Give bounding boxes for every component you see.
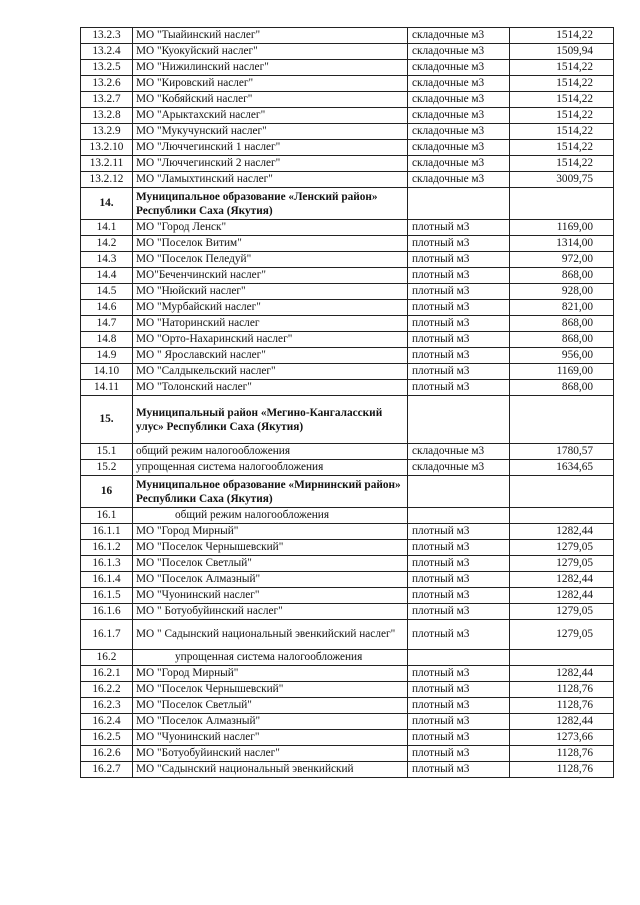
rate-value-cell: 868,00 [510, 268, 614, 284]
rate-value-cell: 1169,00 [510, 220, 614, 236]
table-row [81, 140, 614, 156]
municipality-name-cell: МО "Куокуйский наслег" [133, 44, 408, 60]
table-row [81, 348, 614, 364]
rate-value-cell: 1514,22 [510, 76, 614, 92]
unit-cell: складочные м3 [408, 44, 510, 60]
municipality-name-cell: МО "Наторинский наслег [133, 316, 408, 332]
rate-value-cell: 1128,76 [510, 762, 614, 778]
rate-value-cell [510, 508, 614, 524]
unit-cell [408, 476, 510, 508]
table-row [81, 172, 614, 188]
row-number-cell: 16.1.5 [81, 588, 133, 604]
municipality-name-cell: МО "Поселок Светлый" [133, 556, 408, 572]
municipality-name-cell: МО " Ярославский наслег" [133, 348, 408, 364]
rate-value-cell: 928,00 [510, 284, 614, 300]
unit-cell: складочные м3 [408, 172, 510, 188]
table-row [81, 524, 614, 540]
table-row [81, 124, 614, 140]
table-row [81, 682, 614, 698]
rate-value-cell: 821,00 [510, 300, 614, 316]
unit-cell: плотный м3 [408, 556, 510, 572]
section-header-row [81, 188, 614, 220]
row-number-cell: 14.9 [81, 348, 133, 364]
row-number-cell: 14.7 [81, 316, 133, 332]
rate-value-cell: 1514,22 [510, 28, 614, 44]
row-number-cell: 13.2.7 [81, 92, 133, 108]
unit-cell: складочные м3 [408, 108, 510, 124]
municipality-name-cell: МО "Поселок Чернышевский" [133, 682, 408, 698]
table-row [81, 620, 614, 650]
row-number-cell: 13.2.4 [81, 44, 133, 60]
unit-cell: складочные м3 [408, 444, 510, 460]
table-row [81, 60, 614, 76]
unit-cell: складочные м3 [408, 156, 510, 172]
municipality-name-cell: МО "Поселок Чернышевский" [133, 540, 408, 556]
unit-cell: плотный м3 [408, 332, 510, 348]
unit-cell: складочные м3 [408, 28, 510, 44]
rate-value-cell: 3009,75 [510, 172, 614, 188]
row-number-cell: 14.11 [81, 380, 133, 396]
section-header-row [81, 396, 614, 444]
municipality-name-cell: МО "Ламыхтинский наслег" [133, 172, 408, 188]
municipality-name-cell: МО "Кобяйский наслег" [133, 92, 408, 108]
rate-value-cell: 1279,05 [510, 604, 614, 620]
rate-value-cell: 1128,76 [510, 746, 614, 762]
unit-cell: плотный м3 [408, 380, 510, 396]
row-number-cell: 13.2.8 [81, 108, 133, 124]
unit-cell: плотный м3 [408, 348, 510, 364]
unit-cell: складочные м3 [408, 76, 510, 92]
unit-cell: плотный м3 [408, 236, 510, 252]
unit-cell: складочные м3 [408, 60, 510, 76]
rate-value-cell: 1279,05 [510, 540, 614, 556]
table-row [81, 268, 614, 284]
unit-cell: плотный м3 [408, 300, 510, 316]
table-row [81, 332, 614, 348]
row-number-cell: 16.1.7 [81, 620, 133, 650]
unit-cell: складочные м3 [408, 124, 510, 140]
rate-value-cell: 1279,05 [510, 556, 614, 572]
row-number-cell: 13.2.3 [81, 28, 133, 44]
unit-cell: плотный м3 [408, 540, 510, 556]
table-row [81, 730, 614, 746]
table-row [81, 666, 614, 682]
municipality-name-cell: МО "Орто-Нахаринский наслег" [133, 332, 408, 348]
rate-value-cell: 1509,94 [510, 44, 614, 60]
row-number-cell: 13.2.10 [81, 140, 133, 156]
row-number-cell: 16.2.7 [81, 762, 133, 778]
rate-value-cell: 972,00 [510, 252, 614, 268]
municipality-name-cell: МО"Беченчинский наслег" [133, 268, 408, 284]
municipality-name-cell: МО "Поселок Алмазный" [133, 714, 408, 730]
rate-value-cell: 868,00 [510, 332, 614, 348]
row-number-cell: 16 [81, 476, 133, 508]
municipality-name-cell: упрощенная система налогообложения [133, 460, 408, 476]
table-row [81, 156, 614, 172]
table-row [81, 76, 614, 92]
row-number-cell: 14.3 [81, 252, 133, 268]
rate-value-cell: 1273,66 [510, 730, 614, 746]
row-number-cell: 15. [81, 396, 133, 444]
rate-value-cell [510, 188, 614, 220]
table-row [81, 236, 614, 252]
rate-value-cell: 1634,65 [510, 460, 614, 476]
unit-cell: плотный м3 [408, 698, 510, 714]
unit-cell: плотный м3 [408, 714, 510, 730]
rate-value-cell: 1282,44 [510, 666, 614, 682]
row-number-cell: 14.2 [81, 236, 133, 252]
rate-value-cell: 1282,44 [510, 524, 614, 540]
table-row [81, 762, 614, 778]
table-row [81, 92, 614, 108]
unit-cell: плотный м3 [408, 220, 510, 236]
table-row [81, 714, 614, 730]
municipality-name-cell: МО "Нюйский наслег" [133, 284, 408, 300]
rate-value-cell: 1128,76 [510, 698, 614, 714]
row-number-cell: 16.2.1 [81, 666, 133, 682]
row-number-cell: 16.1 [81, 508, 133, 524]
table-row [81, 252, 614, 268]
municipality-name-cell: МО " Садынский национальный эвенкийский наслег" [133, 620, 408, 650]
row-number-cell: 15.1 [81, 444, 133, 460]
row-number-cell: 13.2.9 [81, 124, 133, 140]
rate-value-cell: 1169,00 [510, 364, 614, 380]
rate-value-cell: 1128,76 [510, 682, 614, 698]
rate-value-cell: 1514,22 [510, 60, 614, 76]
row-number-cell: 14.8 [81, 332, 133, 348]
municipality-name-cell: общий режим налогообложения [133, 444, 408, 460]
row-number-cell: 16.2.5 [81, 730, 133, 746]
table-row [81, 460, 614, 476]
tariff-table [80, 27, 614, 778]
unit-cell: плотный м3 [408, 252, 510, 268]
unit-cell: плотный м3 [408, 572, 510, 588]
table-row [81, 604, 614, 620]
municipality-name-cell: МО "Толонский наслег" [133, 380, 408, 396]
municipality-name-cell: МО "Поселок Алмазный" [133, 572, 408, 588]
municipality-name-cell: МО "Люччегинский 2 наслег" [133, 156, 408, 172]
row-number-cell: 14.6 [81, 300, 133, 316]
rate-value-cell: 1514,22 [510, 92, 614, 108]
municipality-name-cell: МО "Мурбайский наслег" [133, 300, 408, 316]
municipality-name-cell: МО "Тыайинский наслег" [133, 28, 408, 44]
unit-cell [408, 508, 510, 524]
table-row [81, 364, 614, 380]
unit-cell: плотный м3 [408, 620, 510, 650]
rate-value-cell: 1514,22 [510, 140, 614, 156]
table-row [81, 556, 614, 572]
row-number-cell: 16.1.3 [81, 556, 133, 572]
rate-value-cell: 1282,44 [510, 714, 614, 730]
table-row [81, 220, 614, 236]
municipality-name-cell: МО "Поселок Светлый" [133, 698, 408, 714]
rate-value-cell: 1514,22 [510, 108, 614, 124]
municipality-name-cell: МО "Чуонинский наслег" [133, 730, 408, 746]
municipality-name-cell: общий режим налогообложения [133, 508, 408, 524]
municipality-name-cell: упрощенная система налогообложения [133, 650, 408, 666]
municipality-name-cell: МО "Садынский национальный эвенкийский [133, 762, 408, 778]
table-row [81, 540, 614, 556]
row-number-cell: 16.2.3 [81, 698, 133, 714]
table-row [81, 284, 614, 300]
unit-cell: складочные м3 [408, 140, 510, 156]
table-row [81, 28, 614, 44]
row-number-cell: 14.1 [81, 220, 133, 236]
row-number-cell: 16.1.6 [81, 604, 133, 620]
row-number-cell: 14.10 [81, 364, 133, 380]
table-row [81, 444, 614, 460]
table-row [81, 44, 614, 60]
row-number-cell: 16.2.4 [81, 714, 133, 730]
municipality-name-cell: МО "Люччегинский 1 наслег" [133, 140, 408, 156]
row-number-cell: 14. [81, 188, 133, 220]
row-number-cell: 13.2.6 [81, 76, 133, 92]
table-row [81, 380, 614, 396]
unit-cell: складочные м3 [408, 460, 510, 476]
municipality-name-cell: МО "Нижилинский наслег" [133, 60, 408, 76]
row-number-cell: 13.2.5 [81, 60, 133, 76]
unit-cell: складочные м3 [408, 92, 510, 108]
table-row [81, 108, 614, 124]
unit-cell: плотный м3 [408, 316, 510, 332]
rate-value-cell: 1314,00 [510, 236, 614, 252]
municipality-name-cell: МО "Город Мирный" [133, 666, 408, 682]
row-number-cell: 16.1.2 [81, 540, 133, 556]
municipality-name-cell: МО "Мукучунский наслег" [133, 124, 408, 140]
unit-cell [408, 188, 510, 220]
municipality-name-cell: МО "Ботуобуйинский наслег" [133, 746, 408, 762]
unit-cell: плотный м3 [408, 730, 510, 746]
table-row [81, 300, 614, 316]
unit-cell: плотный м3 [408, 588, 510, 604]
tariff-table-body [81, 28, 614, 778]
rate-value-cell [510, 650, 614, 666]
rate-value-cell: 868,00 [510, 380, 614, 396]
unit-cell: плотный м3 [408, 524, 510, 540]
rate-value-cell: 1514,22 [510, 124, 614, 140]
row-number-cell: 15.2 [81, 460, 133, 476]
municipality-name-cell: МО "Город Мирный" [133, 524, 408, 540]
rate-value-cell: 956,00 [510, 348, 614, 364]
unit-cell: плотный м3 [408, 666, 510, 682]
row-number-cell: 13.2.11 [81, 156, 133, 172]
unit-cell: плотный м3 [408, 284, 510, 300]
municipality-name-cell: МО "Чуонинский наслег" [133, 588, 408, 604]
municipality-name-cell: Муниципальное образование «Ленский район» Республики Саха (Якутия) [133, 188, 408, 220]
municipality-name-cell: МО "Салдыкельский наслег" [133, 364, 408, 380]
unit-cell: плотный м3 [408, 746, 510, 762]
unit-cell: плотный м3 [408, 604, 510, 620]
row-number-cell: 16.2 [81, 650, 133, 666]
rate-value-cell: 1282,44 [510, 572, 614, 588]
rate-value-cell: 1514,22 [510, 156, 614, 172]
table-row [81, 572, 614, 588]
unit-cell [408, 650, 510, 666]
row-number-cell: 16.2.2 [81, 682, 133, 698]
row-number-cell: 16.2.6 [81, 746, 133, 762]
table-row [81, 588, 614, 604]
row-number-cell: 14.4 [81, 268, 133, 284]
row-number-cell: 16.1.4 [81, 572, 133, 588]
unit-cell: плотный м3 [408, 682, 510, 698]
table-row [81, 746, 614, 762]
rate-value-cell: 1279,05 [510, 620, 614, 650]
municipality-name-cell: МО "Поселок Витим" [133, 236, 408, 252]
municipality-name-cell: МО "Кировский наслег" [133, 76, 408, 92]
unit-cell [408, 396, 510, 444]
row-number-cell: 14.5 [81, 284, 133, 300]
municipality-name-cell: Муниципальное образование «Мирнинский район» Республики Саха (Якутия) [133, 476, 408, 508]
rate-value-cell [510, 476, 614, 508]
table-row [81, 698, 614, 714]
table-row [81, 316, 614, 332]
municipality-name-cell: МО " Ботуобуйинский наслег" [133, 604, 408, 620]
municipality-name-cell: МО "Арыктахский наслег" [133, 108, 408, 124]
row-number-cell: 16.1.1 [81, 524, 133, 540]
unit-cell: плотный м3 [408, 364, 510, 380]
rate-value-cell [510, 396, 614, 444]
rate-value-cell: 1282,44 [510, 588, 614, 604]
municipality-name-cell: МО "Город Ленск" [133, 220, 408, 236]
subsection-row [81, 508, 614, 524]
rate-value-cell: 1780,57 [510, 444, 614, 460]
subsection-row [81, 650, 614, 666]
rate-value-cell: 868,00 [510, 316, 614, 332]
section-header-row [81, 476, 614, 508]
municipality-name-cell: МО "Поселок Пеледуй" [133, 252, 408, 268]
unit-cell: плотный м3 [408, 762, 510, 778]
municipality-name-cell: Муниципальный район «Мегино-Кангаласский улус» Республики Саха (Якутия) [133, 396, 408, 444]
unit-cell: плотный м3 [408, 268, 510, 284]
row-number-cell: 13.2.12 [81, 172, 133, 188]
